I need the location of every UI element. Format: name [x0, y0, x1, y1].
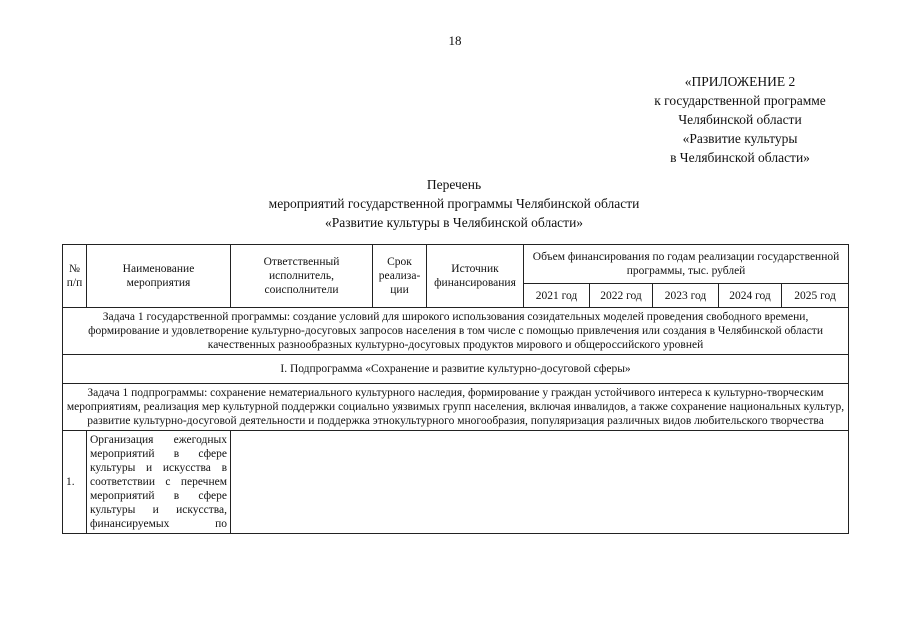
activity-line: соответствии с перечнем: [90, 476, 227, 488]
title-line: Перечень: [426, 177, 482, 192]
activity-line: культуры и искусства в: [90, 462, 227, 474]
appendix-line: к государственной программе: [654, 93, 826, 108]
activity-line: финансируемых по: [90, 518, 227, 530]
year-cell: 2021 год: [524, 284, 590, 308]
activity-line: мероприятий в сфере: [90, 448, 227, 460]
subprogram-title: I. Подпрограмма «Сохранение и развитие культурно-досуговой сферы»: [63, 355, 849, 384]
activity-line: Организация ежегодных: [90, 434, 227, 446]
appendix-heading: [630, 72, 850, 167]
header-source: Источник финансирования: [427, 245, 524, 308]
header-number: № п/п: [63, 245, 87, 308]
year-cell: 2024 год: [719, 284, 782, 308]
document-title: [200, 175, 708, 232]
header-term: Срок реализа-ции: [373, 245, 427, 308]
appendix-line: «ПРИЛОЖЕНИЕ 2: [684, 74, 796, 89]
activities-table: [62, 244, 849, 534]
activity-line: культуры и искусства,: [90, 504, 227, 516]
row-number: 1.: [63, 431, 87, 534]
appendix-line: «Развитие культуры: [682, 131, 798, 146]
year-cell: 2025 год: [782, 284, 849, 308]
table-header-row: [63, 245, 849, 284]
header-responsible: Ответственный исполнитель, соисполнители: [231, 245, 373, 308]
header-name: Наименование мероприятия: [87, 245, 231, 308]
row-activity-name: [87, 431, 231, 534]
task-program-text: Задача 1 государственной программы: создание условий для широкого использования созидательных моделей проведения свободного времени, формирование и удовлетворение культурно-досуговых запросов населения в том числе с помощью привлечения или создания в Челябинской области качественных разнообразных культурно-досуговых продуктов мирового и общероссийского уровней: [63, 308, 849, 355]
year-cell: 2022 год: [590, 284, 653, 308]
task-program-row: [63, 308, 849, 355]
activity-line: мероприятий в сфере: [90, 490, 227, 502]
appendix-line: Челябинской области: [678, 112, 802, 127]
year-cell: 2023 год: [653, 284, 719, 308]
subprogram-row: [63, 355, 849, 384]
title-line: мероприятий государственной программы Челябинской области: [268, 196, 640, 211]
appendix-line: в Челябинской области»: [670, 150, 810, 165]
task-subprogram-row: [63, 384, 849, 431]
table-row: [63, 431, 849, 534]
row-empty-area: [231, 431, 849, 534]
header-volume: Объем финансирования по годам реализации государственной программы, тыс. рублей: [524, 245, 849, 284]
page-number: 18: [448, 33, 462, 48]
title-line: «Развитие культуры в Челябинской области»: [324, 215, 584, 230]
task-subprogram-text: Задача 1 подпрограммы: сохранение нематериального культурного наследия, формирование у граждан устойчивого интереса к культурно-творческим мероприятиям, реализация мер культурной поддержки социально уязвимых групп населения, включая инвалидов, а также сохранение национальных культур, развитие культурно-досуговой деятельности и поддержка этнокультурного многообразия, популяризация различных видов любительского творчества: [63, 384, 849, 431]
